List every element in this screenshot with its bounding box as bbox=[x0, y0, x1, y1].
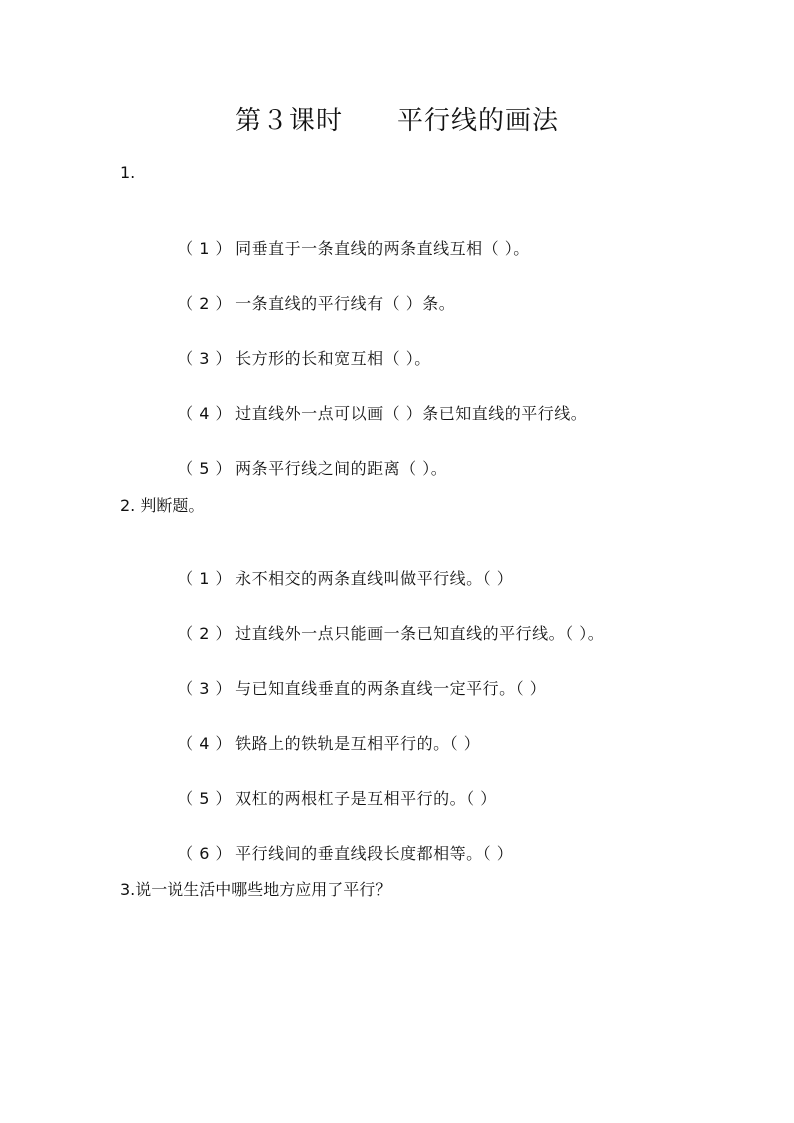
question-1-item-2 bbox=[166, 272, 455, 314]
item-number: （ 3 ） bbox=[177, 349, 233, 368]
item-text: 同垂直于一条直线的两条直线互相（ ）。 bbox=[235, 239, 530, 258]
item-number: （ 2 ） bbox=[177, 294, 233, 313]
question-1-item-3 bbox=[166, 327, 431, 369]
item-text: 过直线外一点只能画一条已知直线的平行线。（ ）。 bbox=[235, 624, 605, 643]
item-number: （ 1 ） bbox=[177, 569, 233, 588]
item-text: 永不相交的两条直线叫做平行线。（ ） bbox=[235, 569, 514, 588]
question-2-item-5 bbox=[166, 767, 497, 809]
item-text: 过直线外一点可以画（ ）条已知直线的平行线。 bbox=[235, 404, 588, 423]
question-2-item-4 bbox=[166, 712, 480, 754]
question-1-item-5 bbox=[166, 437, 447, 479]
question-1-heading: 1. bbox=[120, 163, 136, 182]
item-number: （ 2 ） bbox=[177, 624, 233, 643]
question-3-heading: 3.说一说生活中哪些地方应用了平行？ bbox=[120, 880, 392, 899]
question-2-item-6 bbox=[166, 822, 513, 864]
page-title: 第３课时 平行线的画法 bbox=[234, 106, 559, 136]
item-number: （ 5 ） bbox=[177, 789, 233, 808]
item-text: 与已知直线垂直的两条直线一定平行。（ ） bbox=[235, 679, 547, 698]
item-text: 长方形的长和宽互相（ ）。 bbox=[235, 349, 431, 368]
item-number: （ 5 ） bbox=[177, 459, 233, 478]
question-2-item-2 bbox=[166, 602, 604, 644]
item-number: （ 1 ） bbox=[177, 239, 233, 258]
item-text: 平行线间的垂直线段长度都相等。（ ） bbox=[235, 844, 514, 863]
item-number: （ 4 ） bbox=[177, 734, 233, 753]
item-text: 双杠的两根杠子是互相平行的。（ ） bbox=[235, 789, 497, 808]
item-text: 一条直线的平行线有（ ）条。 bbox=[235, 294, 456, 313]
item-number: （ 6 ） bbox=[177, 844, 233, 863]
item-text: 铁路上的铁轨是互相平行的。（ ） bbox=[235, 734, 481, 753]
question-1-item-4 bbox=[166, 382, 587, 424]
question-2-item-3 bbox=[166, 657, 546, 699]
question-1-item-1 bbox=[166, 217, 530, 259]
item-text: 两条平行线之间的距离（ ）。 bbox=[235, 459, 448, 478]
question-2-heading: 2. 判断题。 bbox=[120, 496, 205, 515]
item-number: （ 3 ） bbox=[177, 679, 233, 698]
question-2-item-1 bbox=[166, 547, 513, 589]
item-number: （ 4 ） bbox=[177, 404, 233, 423]
